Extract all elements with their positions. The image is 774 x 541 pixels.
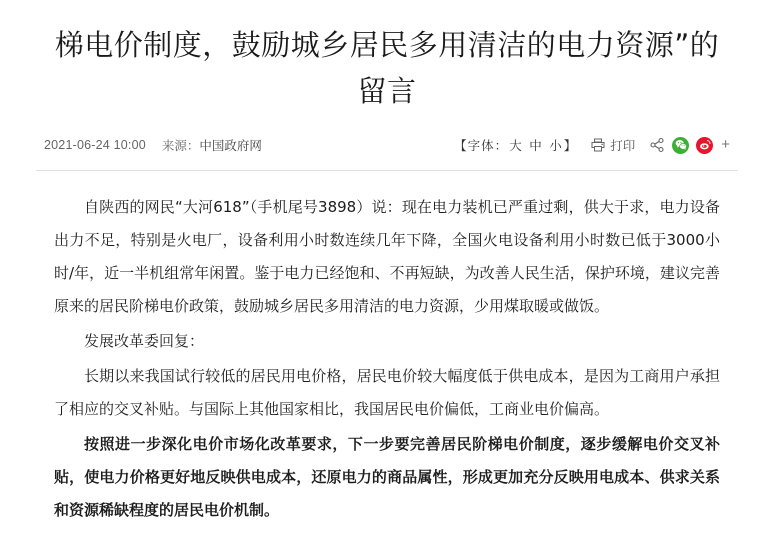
article-paragraph: 按照进一步深化电价市场化改革要求，下一步要完善居民阶梯电价制度，逐步缓解电价交叉补贴，使电力价格更好地反映供电成本，还原电力的商品属性，形成更加充分反映用电成本、供求关系和资源稀缺程度的居民电价机制。 [54, 435, 720, 519]
font-size-label-end: 】 [563, 139, 578, 153]
meta-right-group [454, 136, 730, 154]
font-size-medium[interactable]: 中 [529, 139, 543, 153]
share-group [649, 137, 730, 154]
plus-icon[interactable]: + [721, 136, 730, 153]
share-icon[interactable] [649, 137, 665, 153]
font-size-large[interactable]: 大 [509, 139, 523, 153]
print-button[interactable] [591, 136, 635, 154]
source-name: 中国政府网 [199, 139, 262, 153]
weibo-icon[interactable] [696, 137, 713, 154]
publish-date: 2021-06-24 10:00 [44, 138, 146, 152]
article-body [54, 191, 720, 527]
printer-icon [591, 138, 605, 152]
font-size-small[interactable]: 小 [549, 139, 563, 153]
article-paragraph: 长期以来我国试行较低的居民用电价格，居民电价较大幅度低于供电成本，是因为工商用户承担了相应的交叉补贴。与国际上其他国家相比，我国居民电价偏低，工商业电价偏高。 [54, 367, 720, 418]
article-paragraph: 自陕西的网民“大河618”（手机尾号3898）说：现在电力装机已严重过剩，供大于求，电力设备出力不足，特别是火电厂，设备利用小时数连续几年下降，全国火电设备利用小时数已低于3000小时/年，近一半机组常年闲置。鉴于电力已经饱和、不再短缺，为改善人民生活，保护环境，建议完善原来的居民阶梯电价政策，鼓励城乡居民多用清洁的电力资源，少用煤取暖或做饭。 [54, 198, 720, 315]
article-meta-bar [36, 132, 738, 171]
article-paragraph: 发展改革委回复： [84, 332, 205, 350]
meta-left-group [44, 136, 262, 154]
wechat-icon[interactable] [672, 137, 689, 154]
font-size-control [454, 136, 577, 154]
page-title: 梯电价制度，鼓励城乡居民多用清洁的电力资源”的留言 [54, 28, 720, 108]
source-label: 来源： [161, 139, 200, 153]
source-info [162, 136, 262, 154]
print-label: 打印 [610, 139, 636, 153]
font-size-label: 【字体： [454, 139, 509, 153]
